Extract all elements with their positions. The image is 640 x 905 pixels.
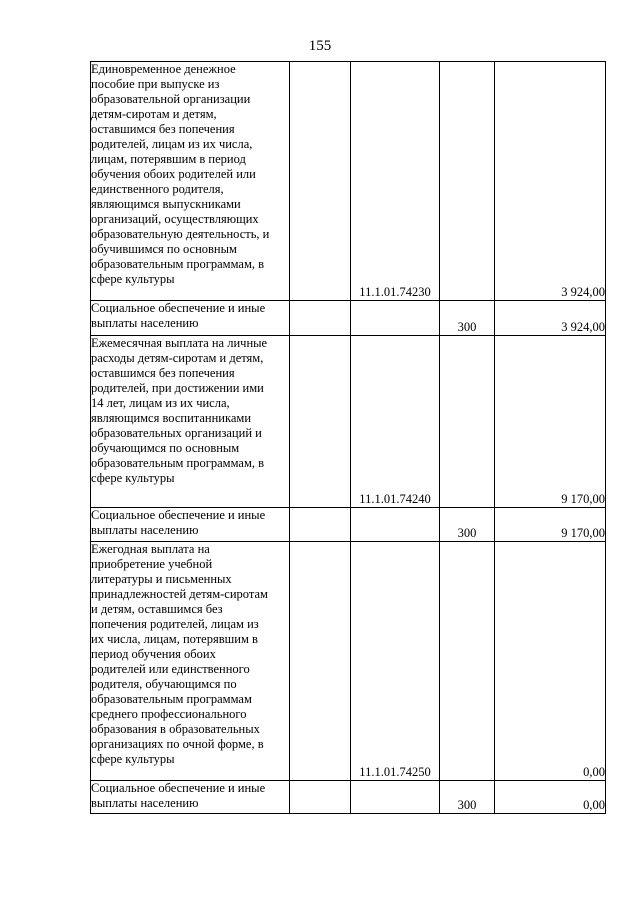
expense-type — [440, 542, 495, 781]
row-description-cell — [91, 542, 290, 781]
empty-cell — [290, 508, 351, 542]
row-description-cell — [91, 781, 290, 814]
target-code: 11.1.01.74240 — [351, 336, 440, 508]
amount: 9 170,00 — [495, 336, 606, 508]
row-description-cell — [91, 301, 290, 336]
expense-type: 300 — [440, 508, 495, 542]
empty-cell — [290, 781, 351, 814]
amount: 3 924,00 — [495, 301, 606, 336]
table-row — [91, 336, 606, 508]
page-number: 155 — [308, 38, 332, 54]
row-description: Единовременное денежное пособие при выпуске из образовательной организации детям-сиротам и детям, оставшимся без попечения родителей, лицам из их числа, лицам, потерявшим в период обучения обоих родителей или единственного родителя, являющимся выпускниками организаций, осуществляющих образовательную деятельность, и обучившимся по основным образовательным программам, в сфере культуры — [91, 62, 270, 286]
row-description-cell — [91, 508, 290, 542]
target-code — [351, 508, 440, 542]
amount: 3 924,00 — [495, 62, 606, 301]
target-code — [351, 781, 440, 814]
empty-cell — [290, 542, 351, 781]
row-description: Социальное обеспечение и иные выплаты населению — [91, 301, 266, 330]
table-row — [91, 301, 606, 336]
empty-cell — [290, 336, 351, 508]
expense-type: 300 — [440, 781, 495, 814]
row-description: Социальное обеспечение и иные выплаты населению — [91, 781, 266, 810]
table-row — [91, 508, 606, 542]
table-row — [91, 781, 606, 814]
target-code — [351, 301, 440, 336]
amount: 0,00 — [495, 542, 606, 781]
row-description-cell — [91, 336, 290, 508]
amount: 9 170,00 — [495, 508, 606, 542]
row-description: Социальное обеспечение и иные выплаты населению — [91, 508, 266, 537]
empty-cell — [290, 301, 351, 336]
amount: 0,00 — [495, 781, 606, 814]
row-description-cell — [91, 62, 290, 301]
empty-cell — [290, 62, 351, 301]
expense-type — [440, 62, 495, 301]
table-row — [91, 542, 606, 781]
table-row — [91, 62, 606, 301]
expense-type — [440, 336, 495, 508]
row-description: Ежегодная выплата на приобретение учебной литературы и письменных принадлежностей детям-сиротам и детям, оставшимся без попечения родителей, лицам из их числа, лицам, потерявшим в период обучения обоих родителей или единственного родителя, обучающимся по образовательным программам среднего профессионального образования в образовательных организациях по очной форме, в сфере культуры — [91, 542, 268, 766]
target-code: 11.1.01.74250 — [351, 542, 440, 781]
row-description: Ежемесячная выплата на личные расходы детям-сиротам и детям, оставшимся без попечения родителей, при достижении ими 14 лет, лицам из их числа, являющимся воспитанниками образовательных организаций и обучающимся по основным образовательным программам, в сфере культуры — [91, 336, 268, 485]
budget-table — [90, 61, 606, 814]
target-code: 11.1.01.74230 — [351, 62, 440, 301]
expense-type: 300 — [440, 301, 495, 336]
